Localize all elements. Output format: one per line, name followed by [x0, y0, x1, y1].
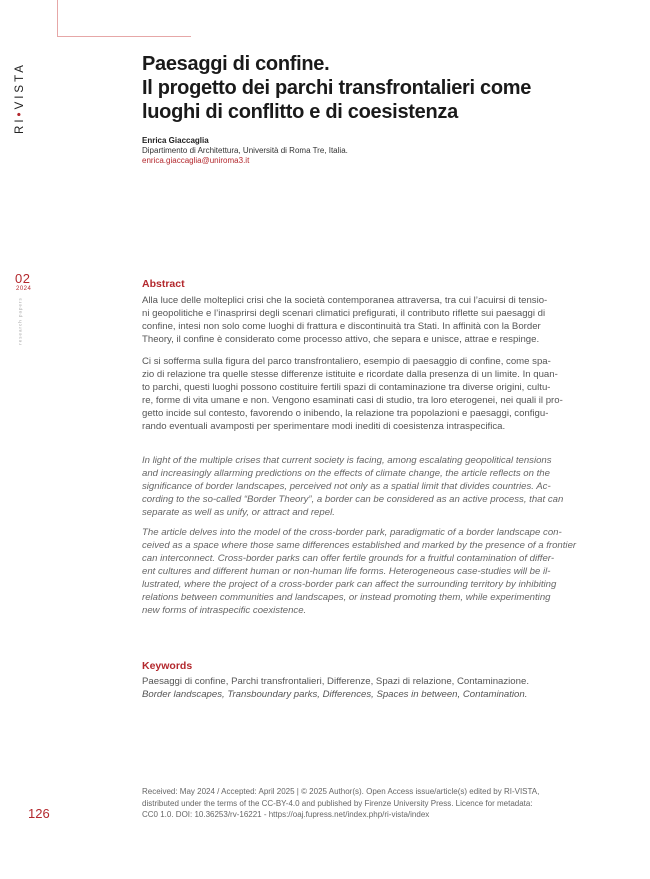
author-name: Enrica Giaccaglia — [142, 136, 209, 145]
text-line: rando eventuali avamposti per sperimentare modi inediti di coesistenza intraspecifica. — [142, 421, 506, 432]
title-line: Il progetto dei parchi transfrontalieri come — [142, 77, 532, 99]
journal-logo — [10, 52, 30, 144]
abstract-heading: Abstract — [142, 278, 185, 290]
journal-name-part2: VISTA — [14, 62, 26, 110]
page-number: 126 — [28, 806, 50, 821]
text-line: re, forme di vita umane e non. Vengono esaminati casi di studio, tra loro eterogenei, nei quali il pro- — [142, 395, 563, 406]
text-line: In light of the multiple crises that current society is facing, among escalating geopolitical tensions — [142, 455, 552, 466]
footer-line: Received: May 2024 / Accepted: April 2025 | © 2025 Author(s). Open Access issue/article(s) edited by RI-VISTA, — [142, 787, 540, 796]
keywords-en: Border landscapes, Transboundary parks, Differences, Spaces in between, Contamination. — [142, 689, 528, 700]
author-block — [142, 136, 348, 166]
text-line: relations between communities and landscapes, or instead promoting them, while experimenting — [142, 592, 551, 603]
issue-number: 02 — [15, 271, 31, 286]
author-email[interactable]: enrica.giaccaglia@uniroma3.it — [142, 156, 250, 165]
article-title — [142, 52, 612, 124]
abstract-en-paragraph-2 — [142, 526, 594, 617]
text-line: zio di relazione tra quelle stesse differenze istituite e ricordate dalla presenza di un limite. In quan- — [142, 369, 558, 380]
abstract-it-paragraph-2 — [142, 355, 594, 433]
text-line: Alla luce delle molteplici crisi che la società contemporanea attraversa, tra cui l’acuirsi di tensio- — [142, 295, 548, 306]
abstract-en-paragraph-1 — [142, 454, 594, 519]
text-line: Ci si sofferma sulla figura del parco transfrontaliero, esempio di paesaggio di confine, come spa- — [142, 356, 551, 367]
issue-series-label: research papers — [17, 297, 23, 345]
text-line: Theory, il confine è considerato come processo attivo, che separa e unisce, attrae e respinge. — [142, 334, 540, 345]
journal-name-part1: RI — [14, 116, 26, 134]
text-line: ent cultures and different human or non-human life forms. Heterogeneous case-studies will be il- — [142, 566, 551, 577]
text-line: cording to the so-called “Border Theory”, a border can be considered as an active process, that can — [142, 494, 564, 505]
text-line: ni geopolitiche e l’inasprirsi degli scenari climatici prefigurati, il contributo riflette sui paesaggi di — [142, 308, 546, 319]
text-line: confine, intesi non solo come luoghi di frattura e discontinuità tra Stati. In affinità con la Border — [142, 321, 541, 332]
abstract-it-paragraph-1 — [142, 294, 594, 346]
keywords-heading: Keywords — [142, 660, 193, 672]
text-line: significance of border landscapes, perceived not only as a spatial limit that divides countries. Ac- — [142, 481, 551, 492]
footer-line: distributed under the terms of the CC-BY-4.0 and published by Firenze University Press. Licence for metadata: — [142, 798, 533, 808]
title-line: luoghi di conflitto e di coesistenza — [142, 101, 458, 123]
title-line: Paesaggi di confine. — [142, 53, 330, 75]
text-line: The article delves into the model of the cross-border park, paradigmatic of a border landscape con- — [142, 527, 562, 538]
text-line: to parchi, questi luoghi possono costituire fertili spazi di contaminazione tra diverse origini, cultu- — [142, 382, 551, 393]
keywords-it: Paesaggi di confine, Parchi transfrontalieri, Differenze, Spazi di relazione, Contaminazione. — [142, 676, 529, 687]
publication-footer — [142, 786, 597, 821]
text-line: getto incide sul contesto, favorendo o inibendo, la relazione tra popolazioni e paesaggi, configu- — [142, 408, 549, 419]
text-line: can interconnect. Cross-border parks can offer fertile grounds for a fruitful contamination of differ- — [142, 553, 555, 564]
top-decorative-rule — [57, 36, 191, 37]
journal-dot: • — [14, 109, 26, 117]
text-line: and increasingly allarming predictions on the effects of climate change, the article reflects on the — [142, 468, 550, 479]
footer-line: CC0 1.0. DOI: 10.36253/rv-16221 - https://oaj.fupress.net/index.php/ri-vista/index — [142, 810, 430, 819]
issue-series — [9, 297, 31, 345]
text-line: ceived as a space where those same differences established and marked by the presence of a frontier — [142, 540, 577, 551]
text-line: lustrated, where the project of a cross-border park can affect the surrounding territory by inhibiting — [142, 579, 557, 590]
text-line: new forms of intraspecific coexistence. — [142, 605, 307, 616]
author-affiliation: Dipartimento di Architettura, Università di Roma Tre, Italia. — [142, 146, 348, 155]
text-line: separate as well as unify, or attract and repel. — [142, 507, 335, 518]
keywords-block — [142, 675, 594, 701]
issue-year: 2024 — [16, 286, 32, 292]
top-decorative-rule-vertical — [57, 0, 58, 37]
